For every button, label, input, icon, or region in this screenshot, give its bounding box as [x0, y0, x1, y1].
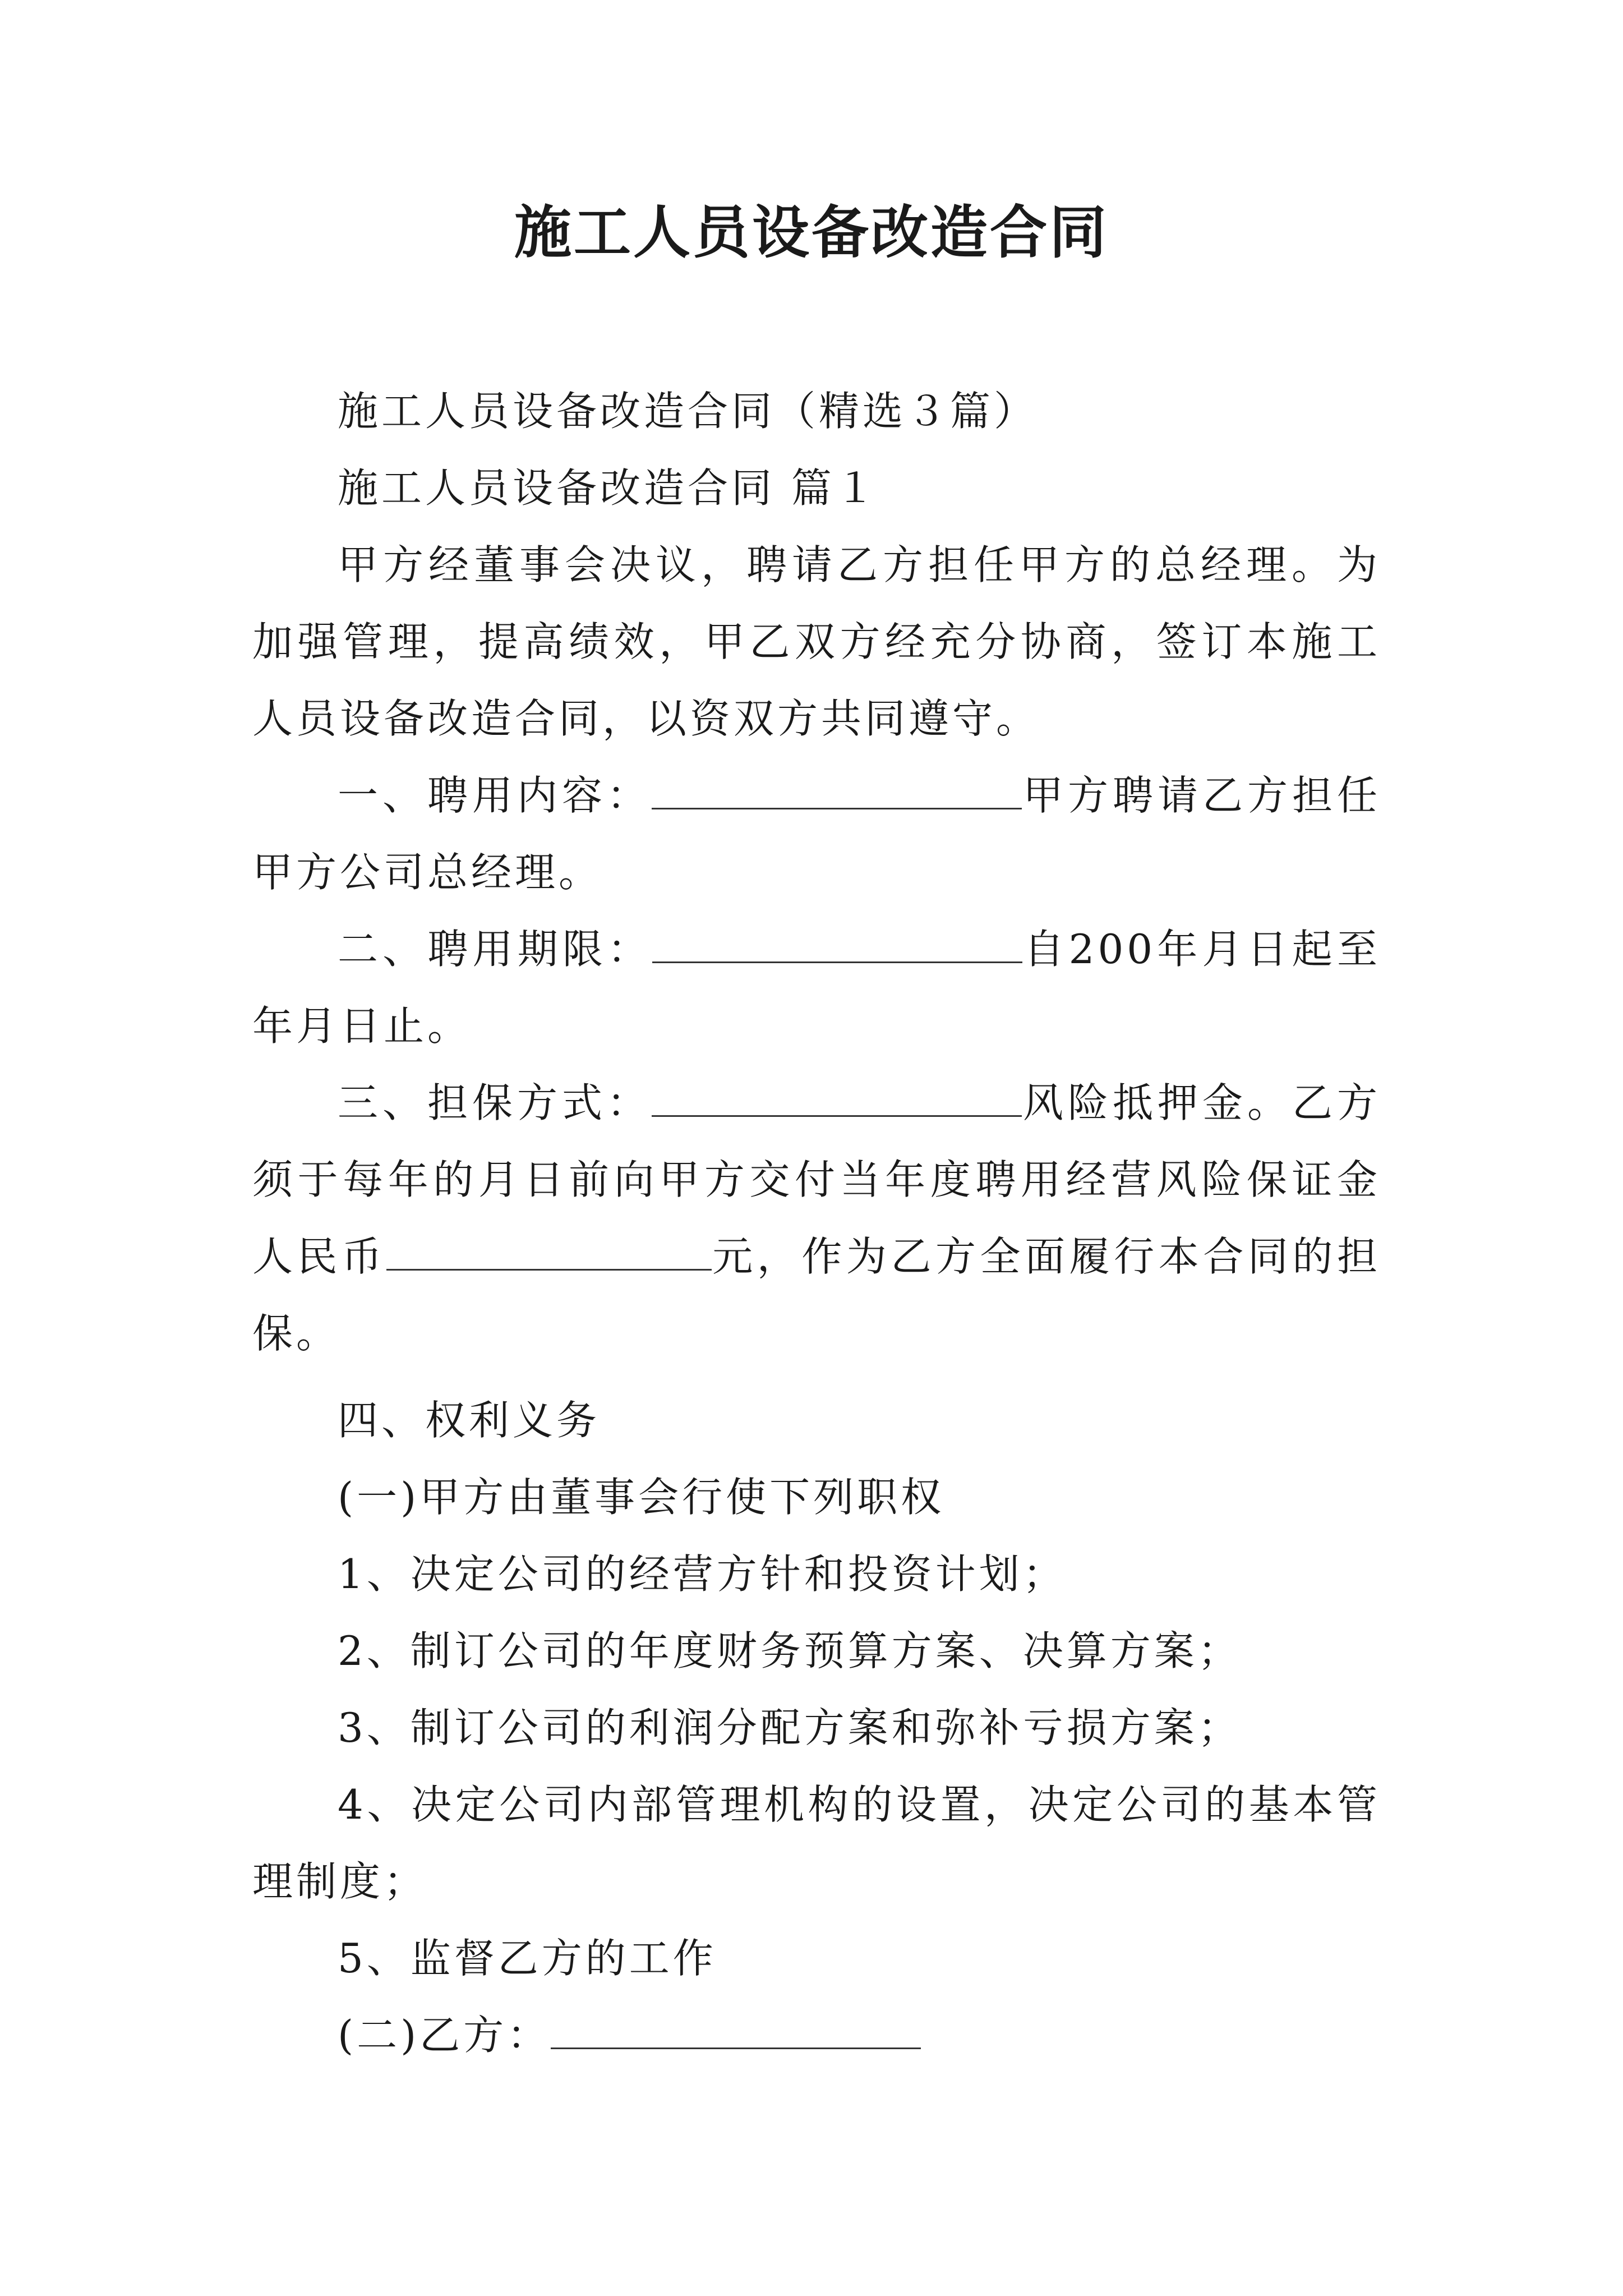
clause-3-text-a: 风险抵押金。乙方须于每年的月日前向甲方交付当年度聘用经营风险保证金人民币	[252, 1079, 1381, 1280]
clause-1-text: 甲方聘请乙方担任甲方公司总经理。	[252, 772, 1381, 896]
fill-in-blank	[652, 929, 1022, 963]
clause-3-text-b: 元，作为乙方全面履行本合同的担保。	[252, 1233, 1381, 1357]
fill-in-blank	[652, 775, 1022, 809]
clause-4-heading: 四、权利义务	[338, 1397, 601, 1444]
sub-2-label: (二)乙方：	[338, 2012, 551, 2059]
list-item: 5、监督乙方的工作	[338, 1935, 717, 1982]
list-item: 1、决定公司的经营方针和投资计划；	[338, 1550, 1067, 1598]
clause-1	[252, 757, 1381, 911]
clause-3-label: 三、担保方式：	[338, 1079, 652, 1126]
section-heading: 施工人员设备改造合同 篇１	[338, 464, 879, 512]
list-item: 2、制订公司的年度财务预算方案、决算方案；	[338, 1627, 1242, 1674]
document-subtitle: 施工人员设备改造合同（精选３篇）	[338, 388, 1038, 435]
fill-in-blank	[551, 2015, 921, 2049]
sub-1-heading: (一)甲方由董事会行使下列职权	[338, 1474, 945, 1521]
document-title: 施工人员设备改造合同	[514, 199, 1109, 266]
amount-blank	[386, 1236, 712, 1271]
sub-2	[252, 1997, 1381, 2074]
clause-2-text: 自200年月日起至年月日止。	[252, 926, 1381, 1050]
list-item: 3、制订公司的利润分配方案和弥补亏损方案；	[338, 1704, 1242, 1751]
intro-paragraph: 甲方经董事会决议，聘请乙方担任甲方的总经理。为加强管理，提高绩效，甲乙双方经充分协商，签订本施工人员设备改造合同，以资双方共同遵守。	[252, 541, 1381, 742]
clause-2	[252, 911, 1381, 1065]
clause-3	[252, 1065, 1381, 1372]
clause-2-label: 二、聘用期限：	[338, 926, 653, 973]
fill-in-blank	[652, 1083, 1022, 1117]
document-body	[252, 373, 1381, 2074]
clause-1-label: 一、聘用内容：	[338, 772, 652, 819]
list-item: 4、决定公司内部管理机构的设置，决定公司的基本管理制度；	[252, 1781, 1381, 1905]
